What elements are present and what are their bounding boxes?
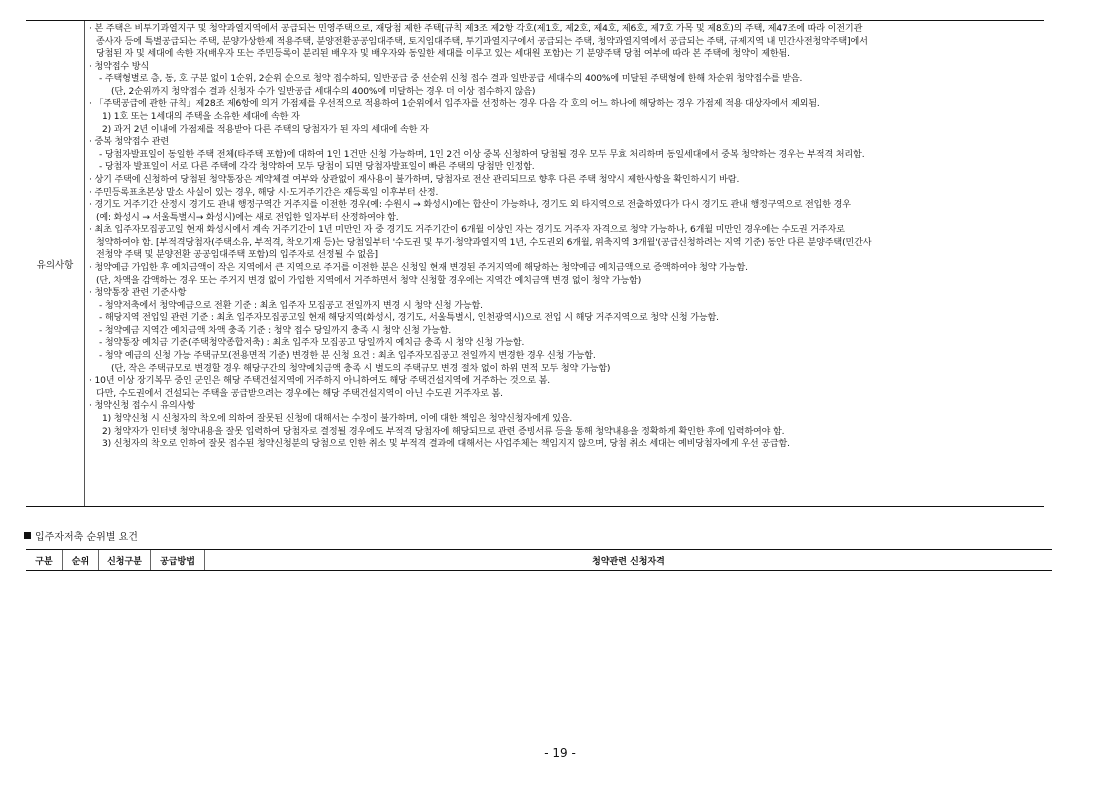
page-number: - 19 - [544,746,576,760]
note-line: - 당첨자 발표일이 서로 다른 주택에 각각 청약하여 모두 당첨이 되면 당첨자발표일이 빠른 주택의 당첨만 인정함. [99,162,535,173]
note-line: 3) 신청자의 착오로 인하여 잘못 접수된 청약신청분의 당첨으로 인한 취소 및 부적격 결과에 대해서는 사업주체는 책임지지 않으며, 당첨 취소 세대는 예비당첨자에게 우선 공급함. [102,439,790,450]
note-line: · 청약접수 방식 [89,61,150,72]
header-cell-eligibility: 청약관련 신청자격 [205,550,1052,570]
note-line: - 당첨자발표일이 동일한 주택 전체(타주택 포함)에 대하여 1인 1건만 신청 가능하며, 1인 2건 이상 중복 신청하여 당첨될 경우 모두 무효 처리하며 동일세대에서 중복 청약하는 경우는 부적격 처리함. [99,149,865,160]
note-line: 1) 1호 또는 1세대의 주택을 소유한 세대에 속한 자 [102,112,300,123]
section-heading [24,528,138,543]
note-line: (단, 2순위까지 청약접수 결과 신청자 수가 일반공급 세대수의 400%에 미달하는 경우 더 이상 접수하지 않음) [111,86,536,97]
note-line: · 상기 주택에 신청하여 당첨된 청약통장은 계약체결 여부와 상관없이 재사용이 불가하며, 당첨자로 전산 관리되므로 향후 다른 주택 청약시 제한사항을 확인하시기 바람. [89,174,740,185]
note-line: · 최초 입주자모집공고일 현재 화성시에서 계속 거주기간이 1년 미만인 자 중 경기도 거주기간이 6개월 이상인 자는 경기도 거주자 자격으로 청약 가능하나, 6개월 미만인 경우에는 수도권 거주자로 [89,225,845,236]
note-line: · 주민등록표초본상 말소 사실이 있는 경우, 해당 시·도거주기간은 재등록일 이후부터 산정. [89,187,439,198]
note-line: (단, 차액을 감액하는 경우 또는 주거지 변경 없이 가입한 지역에서 거주하면서 청약 신청할 경우에는 지역간 예치금액 변경 없이 청약 가능함) [96,275,642,286]
notes-table [26,20,1044,507]
note-line: 2) 청약자가 인터넷 청약내용을 잘못 입력하여 당첨자로 결정될 경우에도 부적격 당첨자에 해당되므로 관련 증빙서류 등을 통해 청약내용을 정확하게 확인한 후에 입력하여야 함. [102,426,785,437]
note-line: · 청약신청 접수시 유의사항 [89,401,195,412]
note-line: · 중복 청약접수 관련 [89,137,170,148]
note-line: · 경기도 거주기간 산정시 경기도 관내 행정구역간 거주지를 이전한 경우(예: 수원시 → 화성시)에는 합산이 가능하나, 경기도 외 타지역으로 전출하였다가 다시 경기도 관내 행정구역으로 전입한 경우 [89,200,851,211]
note-line: · 청약통장 관련 기준사항 [89,288,187,299]
note-line: - 청약예금 지역간 예치금액 차액 충족 기준 : 청약 접수 당일까지 충족 시 청약 신청 가능함. [99,325,452,336]
note-line: (단, 작은 주택규모로 변경할 경우 해당구간의 청약예치금액 충족 시 별도의 주택규모 변경 절차 없이 하위 면적 모두 청약 가능함) [111,363,611,374]
note-line: - 청약저축에서 청약예금으로 전환 기준 : 최초 입주자 모집공고 전일까지 변경 시 청약 신청 가능함. [99,300,483,311]
header-cell-category: 구분 [26,550,63,570]
note-line: · 본 주택은 비투기과열지구 및 청약과열지역에서 공급되는 민영주택으로, 재당첨 제한 주택[규칙 제3조 제2항 각호(제1호, 제2호, 제4호, 제6호, 제7호 가목 및 제8호)의 주택, 제47조에 따라 이전기관 [89,24,863,34]
notes-label: 유의사항 [26,21,85,506]
note-line: 1) 청약신청 시 신청자의 착오에 의하여 잘못된 신청에 대해서는 수정이 불가하며, 이에 대한 책임은 청약신청자에게 있음. [102,413,573,424]
note-line: 다만, 수도권에서 건설되는 주택을 공급받으려는 경우에는 해당 주택건설지역이 아닌 수도권 거주자로 봄. [96,388,503,399]
note-line: 청약하여야 함. [부적격당첨자(주택소유, 부적격, 착오기재 등)는 당첨일부터 '수도권 및 투기·청약과열지역 1년, 수도권외 6개월, 위축지역 3개월'(공급신청하려는 지역 기준) 동안 다른 분양주택(민간사 [96,237,872,248]
header-cell-rank: 순위 [63,550,99,570]
notes-content [85,21,1044,506]
note-line: - 해당지역 전입일 관련 기준 : 최초 입주자모집공고일 현재 해당지역(화성시, 경기도, 서울특별시, 인천광역시)으로 전입 시 해당 거주지역으로 청약 신청 가능함. [99,313,719,324]
note-line: 전청약 주택 및 분양전환 공공임대주택 포함)의 입주자로 선정될 수 없음] [96,250,378,261]
section-title: 입주자저축 순위별 요건 [35,532,138,543]
header-cell-application-type: 신청구분 [99,550,151,570]
note-line: · 10년 이상 장기복무 중인 군인은 해당 주택건설지역에 거주하지 아니하여도 해당 주택건설지역에 거주하는 것으로 봄. [89,376,550,387]
requirements-table-header [26,549,1052,571]
note-line: · 「주택공급에 관한 규칙」제28조 제6항에 의거 가점제를 우선적으로 적용하여 1순위에서 입주자를 선정하는 경우 다음 각 호의 어느 하나에 해당하는 경우 가점제 적용 대상자에서 제외됨. [89,99,820,110]
note-line: (예: 화성시 → 서울특별시→ 화성시)에는 새로 전입한 일자부터 산정하여야 함. [96,212,399,223]
note-line: 당첨된 자 및 세대에 속한 자(배우자 또는 주민등록이 분리된 배우자 및 배우자와 동일한 세대를 이루고 있는 세대원 포함)는 기 분양주택 당첨 여부에 따라 본 주택에 청약이 제한됨. [96,49,790,60]
note-line: - 청약 예금의 신청 가능 주택규모(전용면적 기준) 변경한 분 신청 요건 : 최초 입주자모집공고 전일까지 변경한 경우 신청 가능함. [99,351,596,362]
note-line: · 청약예금 가입한 후 예치금액이 작은 지역에서 큰 지역으로 주거를 이전한 분은 신청일 현재 변경된 주거지역에 해당하는 청약예금 예치금액으로 증액하여야 청약 가능함. [89,262,748,273]
note-line: - 청약통장 예치금 기준(주택청약종합저축) : 최초 입주자 모집공고 당일까지 예치금 충족 시 청약 신청 가능함. [99,338,525,349]
note-line: 종사자 등에 특별공급되는 주택, 분양가상한제 적용주택, 분양전환공공임대주택, 토지임대주택, 투기과열지구에서 공급되는 주택, 청약과열지역에서 공급되는 주택, 규제지역 내 민간사전청약주택]에서 [96,36,868,47]
note-line: - 주택형별로 층, 동, 호 구분 없이 1순위, 2순위 순으로 청약 접수하되, 일반공급 중 선순위 신청 접수 결과 일반공급 세대수의 400%에 미달된 주택형에 한해 차순위 청약접수를 받음. [99,74,803,85]
header-cell-supply-method: 공급방법 [151,550,205,570]
square-bullet-icon [24,532,31,539]
note-line: 2) 과거 2년 이내에 가점제를 적용받아 다른 주택의 당첨자가 된 자의 세대에 속한 자 [102,124,429,135]
